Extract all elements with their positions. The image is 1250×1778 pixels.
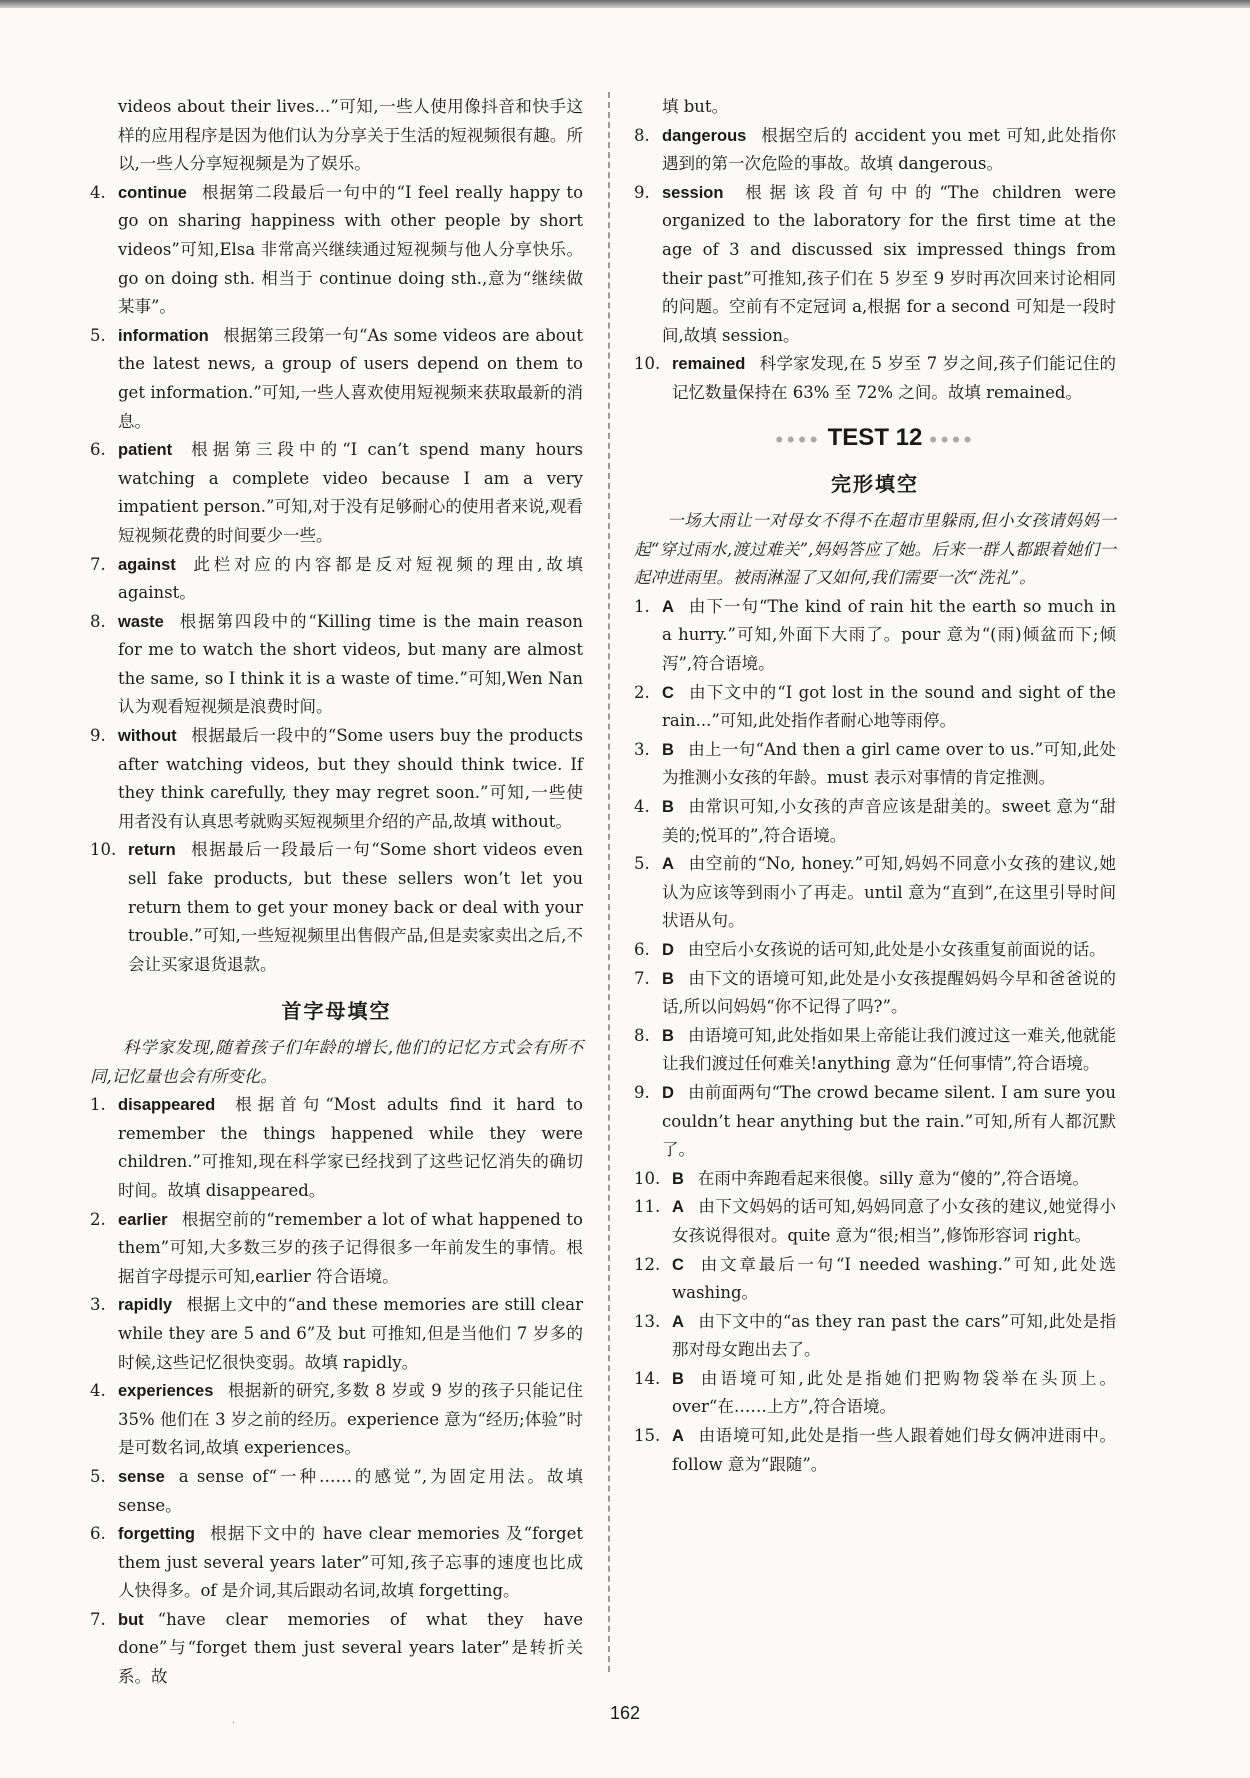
item-explanation: 根据上文中的“and these memories are still clear while they are 5 and 6”及 but 可推知,但是当他们 7 岁多的时候,这些记忆很快变弱。故填 rapidly。	[118, 1295, 583, 1372]
answer-item	[634, 350, 1116, 407]
item-explanation: 在雨中奔跑看起来很傻。silly 意为“傻的”,符合语境。	[697, 1168, 1089, 1188]
item-body	[118, 551, 583, 608]
section-intro-initial-letter: 科学家发现,随着孩子们年龄的增长,他们的记忆方式会有所不同,记忆量也会有所变化。	[90, 1038, 583, 1086]
item-body	[672, 1308, 1116, 1365]
answer-item	[634, 1422, 1116, 1479]
answer-item	[90, 1606, 583, 1692]
answer-item	[90, 93, 583, 179]
item-body	[118, 1520, 583, 1606]
footer-mark: .	[232, 1715, 236, 1726]
item-answer-word: dangerous	[662, 126, 747, 145]
item-number: 1.	[90, 1095, 106, 1115]
item-body	[118, 608, 583, 722]
item-number: 6.	[90, 1524, 106, 1544]
item-number: 4.	[90, 182, 106, 202]
item-number: 6.	[634, 939, 650, 959]
item-body	[118, 1091, 583, 1205]
item-answer-word: waste	[118, 612, 164, 631]
item-explanation: 根据最后一段最后一句“Some short videos even sell fake products, but these sellers won’t let you return them to get your money back or deal with your trouble.”可知,一些短视频里出售假产品,但是卖家卖出之后,不会让买家退货退款。	[128, 840, 583, 974]
item-explanation: 根据最后一段中的“Some users buy the products after watching videos, but they should think twice. If they think carefully, they may regret soon.”可知,一些使用者没有认真思考就购买短视频里介绍的产品,故填 without。	[118, 726, 583, 831]
answer-item	[90, 436, 583, 550]
left-column	[90, 93, 583, 1692]
item-number: 3.	[90, 1295, 106, 1315]
item-answer-word: rapidly	[118, 1296, 173, 1315]
item-explanation: 由下文的语境可知,此处是小女孩提醒妈妈今早和爸爸说的话,所以问妈妈“你不记得了吗?”。	[662, 968, 1116, 1017]
answer-item	[90, 1463, 583, 1520]
item-explanation: 此栏对应的内容都是反对短视频的理由,故填 against。	[118, 554, 583, 603]
item-body	[672, 350, 1116, 407]
item-number: 10.	[634, 1168, 661, 1188]
section-title-initial-letter: 首字母填空	[281, 999, 392, 1024]
item-number: 5.	[634, 854, 650, 874]
answer-item	[634, 1251, 1116, 1308]
item-explanation: 根据第二段最后一句中的“I feel really happy to go on sharing happiness with other people by short videos”可知,Elsa 非常高兴继续通过短视频与他人分享快乐。go on doing sth. 相当于 continue doing sth.,意为“继续做某事”。	[118, 182, 583, 317]
item-number: 8.	[634, 125, 650, 145]
item-body	[662, 850, 1116, 936]
answer-item	[90, 322, 583, 436]
item-explanation: 根据空后的 accident you met 可知,此处指你遇到的第一次危险的事故。故填 dangerous。	[662, 125, 1116, 174]
item-body	[118, 1606, 583, 1692]
item-number: 4.	[90, 1381, 106, 1401]
item-body	[662, 122, 1116, 179]
answer-item	[634, 936, 1116, 965]
item-answer-word: patient	[118, 441, 173, 460]
answer-item	[634, 1365, 1116, 1422]
answer-item	[90, 722, 583, 836]
item-answer-word: against	[118, 555, 176, 574]
item-body	[118, 1463, 583, 1520]
item-number: 2.	[634, 682, 650, 702]
item-number: 10.	[634, 354, 661, 374]
item-body	[128, 836, 583, 979]
item-answer-word: earlier	[118, 1210, 168, 1229]
answer-item	[90, 608, 583, 722]
item-answer-word: session	[662, 183, 724, 202]
item-number: 10.	[90, 840, 117, 860]
item-explanation: 由语境可知,此处是指一些人跟着她们母女俩冲进雨中。follow 意为“跟随”。	[672, 1426, 1116, 1474]
item-answer-word: D	[662, 940, 674, 959]
item-answer-word: B	[662, 969, 674, 988]
item-number: 1.	[634, 596, 650, 616]
answer-item	[90, 1291, 583, 1377]
item-answer-word: A	[672, 1312, 684, 1331]
answer-item	[634, 736, 1116, 793]
item-number: 8.	[634, 1025, 650, 1045]
item-number: 7.	[634, 968, 650, 988]
item-number: 4.	[634, 797, 650, 817]
item-answer-word: without	[118, 727, 177, 746]
item-answer-word: B	[662, 798, 674, 817]
item-number: 9.	[90, 726, 106, 746]
answer-item	[634, 179, 1116, 351]
item-body	[662, 936, 1116, 965]
item-number: 8.	[90, 611, 106, 631]
item-body	[662, 736, 1116, 793]
item-number	[634, 93, 662, 122]
decorative-dots: ●●●●	[929, 429, 975, 446]
item-body	[662, 593, 1116, 679]
answer-item	[90, 551, 583, 608]
item-number: 5.	[90, 1466, 106, 1486]
item-number: 11.	[634, 1197, 661, 1217]
item-answer-word: B	[662, 1026, 674, 1045]
item-body	[662, 793, 1116, 850]
item-number: 12.	[634, 1254, 661, 1274]
answer-item	[634, 1079, 1116, 1165]
item-answer-word: return	[128, 841, 176, 860]
item-answer-word: C	[662, 683, 674, 702]
item-explanation: 由下文中的“I got lost in the sound and sight of the rain...”可知,此处指作者耐心地等雨停。	[662, 682, 1116, 731]
item-number: 15.	[634, 1426, 661, 1446]
item-number: 14.	[634, 1368, 661, 1388]
answer-item	[634, 593, 1116, 679]
item-body	[672, 1193, 1116, 1250]
answer-item	[634, 1022, 1116, 1079]
page-number: 162	[609, 1703, 641, 1723]
item-body	[672, 1251, 1116, 1308]
answer-item	[634, 850, 1116, 936]
item-answer-word: forgetting	[118, 1525, 195, 1544]
section-intro-cloze: 一场大雨让一对母女不得不在超市里躲雨,但小女孩请妈妈一起“穿过雨水,渡过难关”,妈妈答应了她。后来一群人都跟着她们一起冲进雨里。被雨淋湿了又如何,我们需要一次“洗礼”。	[634, 511, 1116, 588]
item-answer-word: experiences	[118, 1382, 214, 1401]
item-body	[662, 93, 1116, 122]
item-explanation: 填 but。	[662, 97, 729, 116]
answer-item	[90, 1206, 583, 1292]
answer-item	[634, 965, 1116, 1022]
item-explanation: 由语境可知,此处指如果上帝能让我们渡过这一难关,他就能让我们渡过任何难关!anything 意为“任何事情”,符合语境。	[662, 1025, 1116, 1074]
item-explanation: 由下一句“The kind of rain hit the earth so much in a hurry.”可知,外面下大雨了。pour 意为“(雨)倾盆而下;倾泻”,符合语境。	[662, 596, 1116, 674]
answer-item	[634, 793, 1116, 850]
test-title-text: TEST 12	[827, 423, 923, 451]
item-body	[662, 1079, 1116, 1165]
item-answer-word: continue	[118, 183, 187, 202]
item-answer-word: A	[672, 1427, 684, 1446]
item-explanation: 由空后小女孩说的话可知,此处是小女孩重复前面说的话。	[687, 939, 1106, 959]
item-body	[118, 93, 583, 179]
item-answer-word: C	[672, 1255, 684, 1274]
item-answer-word: B	[662, 740, 674, 759]
item-number: 7.	[90, 554, 106, 574]
answer-item	[634, 1165, 1116, 1194]
item-number	[90, 93, 118, 179]
item-body	[118, 436, 583, 550]
answer-item	[90, 179, 583, 322]
item-explanation: 由上一句“And then a girl came over to us.”可知,此处为推测小女孩的年龄。must 表示对事情的肯定推测。	[662, 739, 1116, 788]
answer-item	[634, 93, 1116, 122]
answer-item	[634, 1308, 1116, 1365]
item-number: 7.	[90, 1609, 106, 1629]
item-body	[118, 1377, 583, 1463]
answer-item	[634, 679, 1116, 736]
column-divider	[608, 92, 610, 1672]
item-answer-word: A	[662, 855, 674, 874]
item-number: 5.	[90, 325, 106, 345]
item-explanation: a sense of“一种……的感觉”,为固定用法。故填 sense。	[118, 1466, 583, 1515]
answer-item	[90, 1091, 583, 1205]
item-answer-word: A	[672, 1198, 684, 1217]
item-answer-word: B	[672, 1169, 684, 1188]
item-number: 9.	[634, 182, 650, 202]
item-explanation: 根据新的研究,多数 8 岁或 9 岁的孩子只能记住 35% 他们在 3 岁之前的经历。experience 意为“经历;体验”时是可数名词,故填 experiences。	[118, 1381, 583, 1458]
item-explanation: 根据第四段中的“Killing time is the main reason for me to watch the short videos, but many are almost the same, so I think it is a waste of time.”可知,Wen Nan 认为观看短视频是浪费时间。	[118, 611, 583, 717]
item-answer-word: disappeared	[118, 1096, 216, 1115]
right-column	[634, 93, 1116, 1479]
item-answer-word: information	[118, 326, 209, 345]
item-answer-word: D	[662, 1083, 674, 1102]
top-rule	[0, 0, 1250, 8]
item-explanation: 由前面两句“The crowd became silent. I am sure you couldn’t hear anything but the rain.”可知,所有人都沉默了。	[662, 1082, 1116, 1160]
item-body	[662, 965, 1116, 1022]
item-explanation: 由下文妈妈的话可知,妈妈同意了小女孩的建议,她觉得小女孩说得很对。quite 意为“很;相当”,修饰形容词 right。	[672, 1197, 1116, 1245]
item-explanation: 由文章最后一句“I needed washing.”可知,此处选 washing。	[672, 1254, 1116, 1303]
item-body	[662, 679, 1116, 736]
item-explanation: 科学家发现,在 5 岁至 7 岁之间,孩子们能记住的记忆数量保持在 63% 至 72% 之间。故填 remained。	[672, 354, 1116, 402]
section-title-cloze: 完形填空	[831, 472, 919, 497]
item-explanation: 根据该段首句中的“The children were organized to the laboratory for the first time at the age of 3 and discussed six impressed things from their past”可推知,孩子们在 5 岁至 9 岁时再次回来讨论相同的问题。空前有不定冠词 a,根据 for a second 可知是一段时间,故填 session。	[662, 182, 1116, 345]
item-number: 3.	[634, 739, 650, 759]
item-explanation: 由空前的“No, honey.”可知,妈妈不同意小女孩的建议,她认为应该等到雨小了再走。until 意为“直到”,在这里引导时间状语从句。	[662, 854, 1116, 931]
answer-item	[90, 1377, 583, 1463]
item-explanation: 由下文中的“as they ran past the cars”可知,此处是指那对母女跑出去了。	[672, 1311, 1116, 1360]
answer-item	[90, 1520, 583, 1606]
decorative-dots: ●●●●	[775, 429, 821, 446]
answer-item	[634, 122, 1116, 179]
item-body	[672, 1365, 1116, 1422]
item-body	[118, 1206, 583, 1292]
item-body	[118, 179, 583, 322]
item-explanation: 根据下文中的 have clear memories 及“forget them just several years later”可知,孩子忘事的速度也比成人快得多。of 是介词,其后跟动名词,故填 forgetting。	[118, 1524, 583, 1601]
item-body	[118, 322, 583, 436]
item-explanation: 根据第三段第一句“As some videos are about the latest news, a group of users depend on them to get information.”可知,一些人喜欢使用短视频来获取最新的消息。	[118, 325, 583, 431]
item-answer-word: sense	[118, 1467, 165, 1486]
test-title	[634, 424, 1116, 453]
item-answer-word: remained	[672, 355, 746, 374]
item-body	[118, 1291, 583, 1377]
item-body	[672, 1165, 1116, 1194]
item-number: 6.	[90, 440, 106, 460]
item-answer-word: B	[672, 1369, 684, 1388]
answer-item	[90, 836, 583, 979]
item-number: 13.	[634, 1311, 661, 1331]
item-explanation: videos about their lives...”可知,一些人使用像抖音和快手这样的应用程序是因为他们认为分享关于生活的短视频很有趣。所以,一些人分享短视频是为了娱乐。	[118, 97, 583, 174]
item-explanation: 由语境可知,此处是指她们把购物袋举在头顶上。over“在……上方”,符合语境。	[672, 1368, 1116, 1417]
item-number: 2.	[90, 1209, 106, 1229]
item-explanation: 根据首句“Most adults find it hard to remember the things happened while they were children.”可推知,现在科学家已经找到了这些记忆消失的确切时间。故填 disappeared。	[118, 1095, 583, 1200]
item-body	[118, 722, 583, 836]
item-explanation: 由常识可知,小女孩的声音应该是甜美的。sweet 意为“甜美的;悦耳的”,符合语境。	[662, 797, 1116, 845]
item-explanation: “have clear memories of what they have done”与“forget them just several years later”是转折关系。故	[118, 1609, 583, 1687]
item-answer-word: A	[662, 597, 674, 616]
item-explanation: 根据第三段中的“I can’t spend many hours watching a complete video because I am a very impatient person.”可知,对于没有足够耐心的使用者来说,观看短视频花费的时间要少一些。	[118, 440, 583, 545]
item-number: 9.	[634, 1082, 650, 1102]
answer-item	[634, 1193, 1116, 1250]
item-answer-word: but	[118, 1610, 144, 1629]
item-body	[662, 179, 1116, 351]
item-explanation: 根据空前的“remember a lot of what happened to them”可知,大多数三岁的孩子记得很多一年前发生的事情。根据首字母提示可知,earlier 符合语境。	[118, 1209, 583, 1286]
item-body	[662, 1022, 1116, 1079]
item-body	[672, 1422, 1116, 1479]
